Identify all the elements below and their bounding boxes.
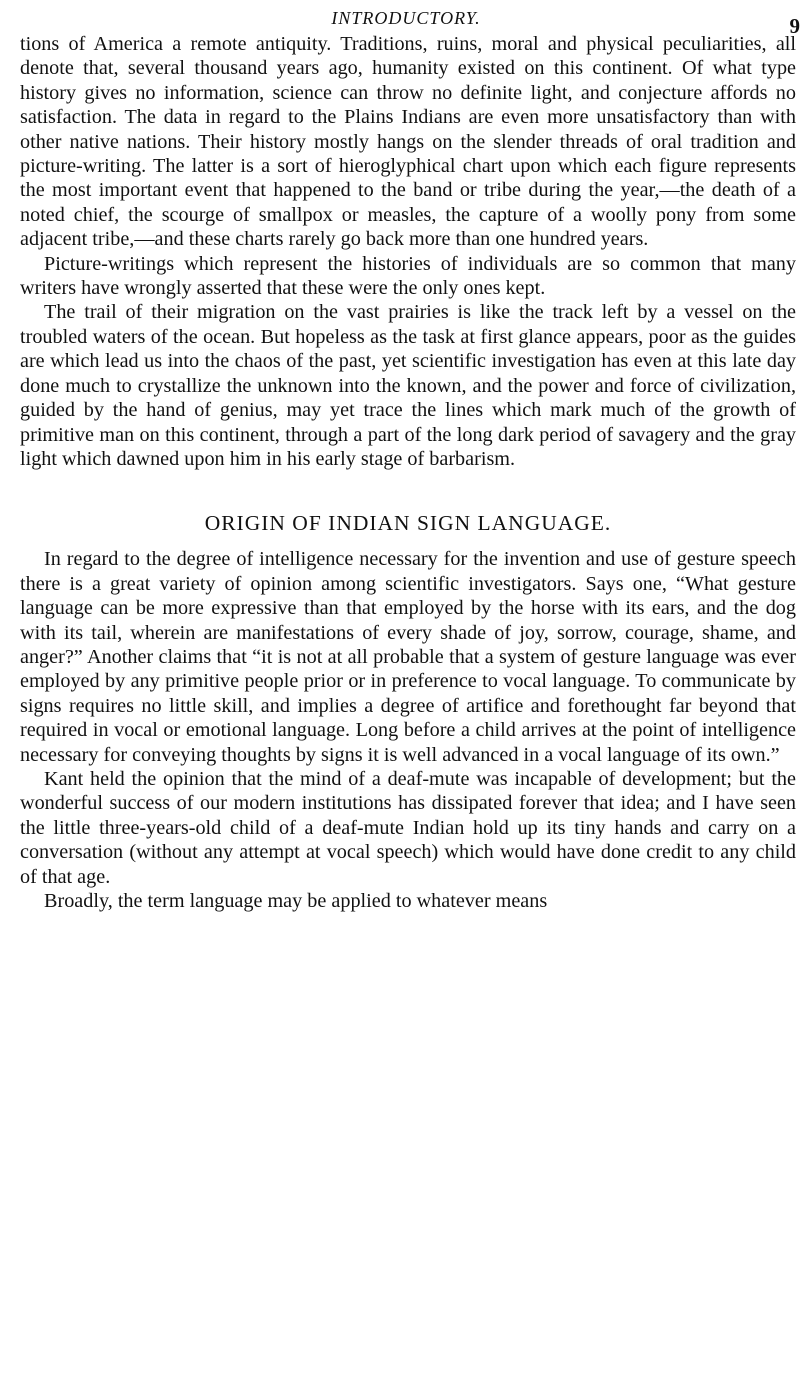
paragraph-picture-writings: Picture-writings which represent the histories of individuals are so common that many writers have wrongly asserted that these were the only ones kept.	[20, 252, 796, 300]
paragraph-kant: Kant held the opinion that the mind of a deaf-mute was incapable of development; but the wonderful success of our modern institutions has dissipated forever that idea; and I have seen the little three-years-old child of a deaf-mute Indian hold up its tiny hands and carry on a conversation (without any attempt at vocal speech) which would have done credit to any child of that age.	[20, 767, 796, 888]
paragraph-gesture-speech: In regard to the degree of intelligence necessary for the invention and use of gesture speech there is a great variety of opinion among scientific investigators. Says one, “What gesture language can be more expressive than that employed by the horse with its ears, and the dog with its tail, wherein are manifestations of every shade of joy, sorrow, courage, shame, and anger?” Another claims that “it is not at all probable that a system of gesture language was ever employed by any primitive people prior or in preference to vocal language. To communicate by signs requires no little skill, and implies a degree of artifice and forethought far beyond that required in vocal or emotional language. Long before a child arrives at the point of intelligence necessary for conveying thoughts by signs it is well advanced in a vocal language of its own.”	[20, 548, 796, 766]
section-heading: ORIGIN OF INDIAN SIGN LANGUAGE.	[204, 511, 612, 536]
page-number: 9	[789, 14, 800, 38]
paragraph-broadly: Broadly, the term language may be applied to whatever means	[44, 890, 548, 912]
page-body	[20, 32, 796, 913]
running-title: INTRODUCTORY.	[331, 8, 481, 28]
paragraph-continuation: tions of America a remote antiquity. Traditions, ruins, moral and physical peculiarities, all denote that, several thousand years ago, humanity existed on this continent. Of what type history gives no information, science can throw no definite light, and conjecture affords no satisfaction. The data in regard to the Plains Indians are even more unsatisfactory than with other native nations. Their history mostly hangs on the slender threads of oral tradition and picture-writing. The latter is a sort of hieroglyphical chart upon which each figure represents the most important event that happened to the band or tribe during the year,—the death of a noted chief, the scourge of smallpox or measles, the capture of a woolly pony from some adjacent tribe,—and these charts rarely go back more than one hundred years.	[20, 33, 796, 251]
paragraph-migration-trail: The trail of their migration on the vast prairies is like the track left by a vessel on the troubled waters of the ocean. But hopeless as the task at first glance appears, poor as the guides are which lead us into the chaos of the past, yet scientific investigation has even at this late day done much to crystallize the unknown into the known, and the power and force of civilization, guided by the hand of genius, may yet trace the lines which mark much of the growth of primitive man on this continent, through a part of the long dark period of savagery and the gray light which dawned upon him in his early stage of barbarism.	[20, 301, 796, 470]
